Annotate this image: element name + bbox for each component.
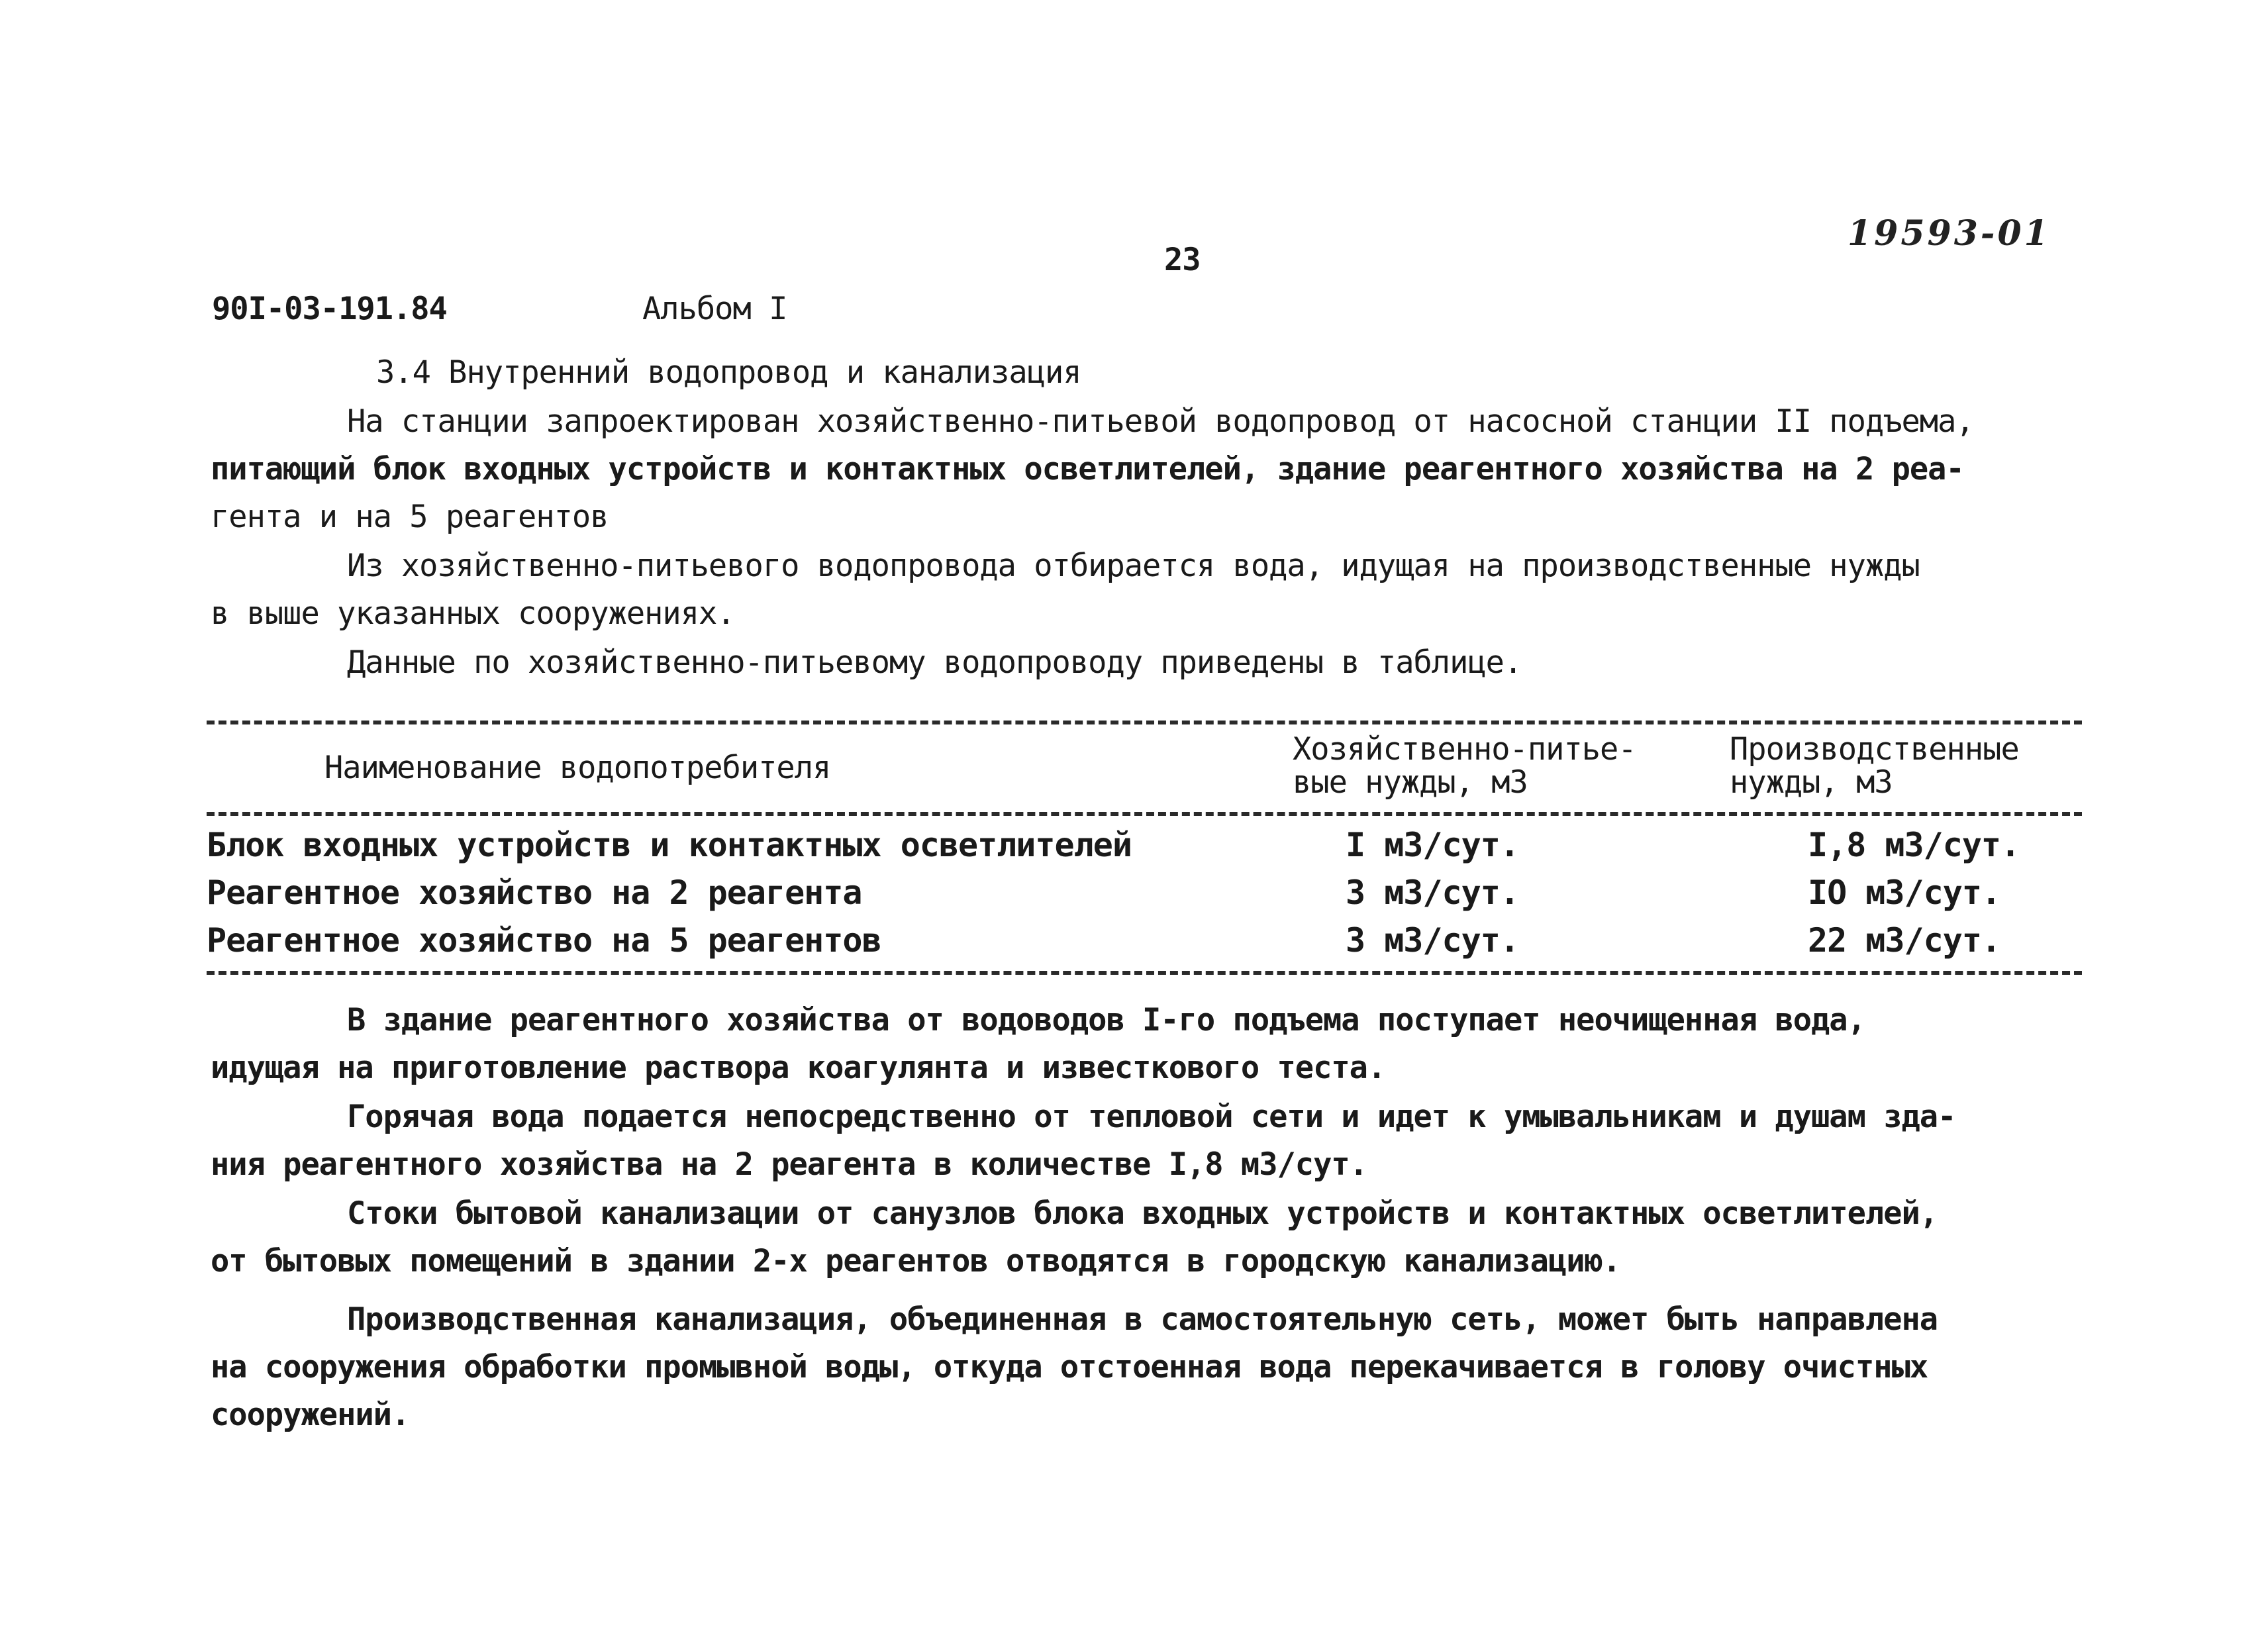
row-household: I м3/сут. — [1346, 826, 1519, 864]
row-name: Реагентное хозяйство на 5 реагентов — [207, 921, 881, 960]
page-number: 23 — [1164, 242, 1201, 278]
row-production: I,8 м3/сут. — [1808, 826, 2020, 864]
header-production-1: Производственные — [1730, 731, 2019, 768]
row-production: 22 м3/сут. — [1808, 921, 2001, 960]
handwritten-number: 19593-01 — [1848, 213, 2051, 254]
row-name: Реагентное хозяйство на 2 реагента — [207, 873, 862, 912]
para4-line-1: В здание реагентного хозяйства от водоводов I-го подъема поступает неочищенная вода, — [347, 1002, 1865, 1038]
para5-line-2: ния реагентного хозяйства на 2 реагента в количестве I,8 м3/сут. — [211, 1146, 1367, 1183]
album-label: Альбом I — [642, 291, 787, 327]
header-household-1: Хозяйственно-питье- — [1293, 731, 1636, 768]
table-header-rule — [207, 812, 2082, 816]
para7-line-1: Производственная канализация, объединенная в самостоятельную сеть, может быть направлена — [347, 1301, 1938, 1338]
intro-line-2: питающий блок входных устройств и контактных осветлителей, здание реагентного хозяйства на 2 реа- — [211, 451, 1964, 487]
table-top-rule — [207, 721, 2082, 724]
intro-line-1: На станции запроектирован хозяйственно-питьевой водопровод от насосной станции II подъема, — [347, 403, 1974, 440]
row-production: IO м3/сут. — [1808, 873, 2001, 912]
header-name: Наименование водопотребителя — [324, 750, 831, 786]
header-production-2: нужды, м3 — [1730, 764, 1893, 801]
row-name: Блок входных устройств и контактных осветлителей — [207, 826, 1132, 864]
para4-line-2: идущая на приготовление раствора коагулянта и известкового теста. — [211, 1050, 1386, 1086]
para7-line-2: на сооружения обработки промывной воды, откуда отстоенная вода перекачивается в голову очистных — [211, 1349, 1928, 1385]
para5-line-1: Горячая вода подается непосредственно от тепловой сети и идет к умывальникам и душам зда- — [347, 1099, 1956, 1135]
row-household: 3 м3/сут. — [1346, 873, 1519, 912]
section-title: 3.4 Внутренний водопровод и канализация — [376, 354, 1081, 391]
header-household-2: вые нужды, м3 — [1293, 764, 1528, 801]
para3: Данные по хозяйственно-питьевому водопроводу приведены в таблице. — [347, 644, 1522, 681]
para7-line-3: сооружений. — [211, 1397, 410, 1433]
intro-line-3: гента и на 5 реагентов — [211, 499, 609, 535]
para6-line-2: от бытовых помещений в здании 2-х реагентов отводятся в городскую канализацию. — [211, 1243, 1621, 1279]
table-bottom-rule — [207, 971, 2082, 975]
para6-line-1: Стоки бытовой канализации от санузлов блока входных устройств и контактных осветлителей, — [347, 1195, 1938, 1232]
doc-code: 90I-03-191.84 — [212, 291, 447, 327]
para2-line-2: в выше указанных сооружениях. — [211, 595, 735, 632]
para2-line-1: Из хозяйственно-питьевого водопровода отбирается вода, идущая на производственные нужды — [347, 548, 1920, 584]
row-household: 3 м3/сут. — [1346, 921, 1519, 960]
